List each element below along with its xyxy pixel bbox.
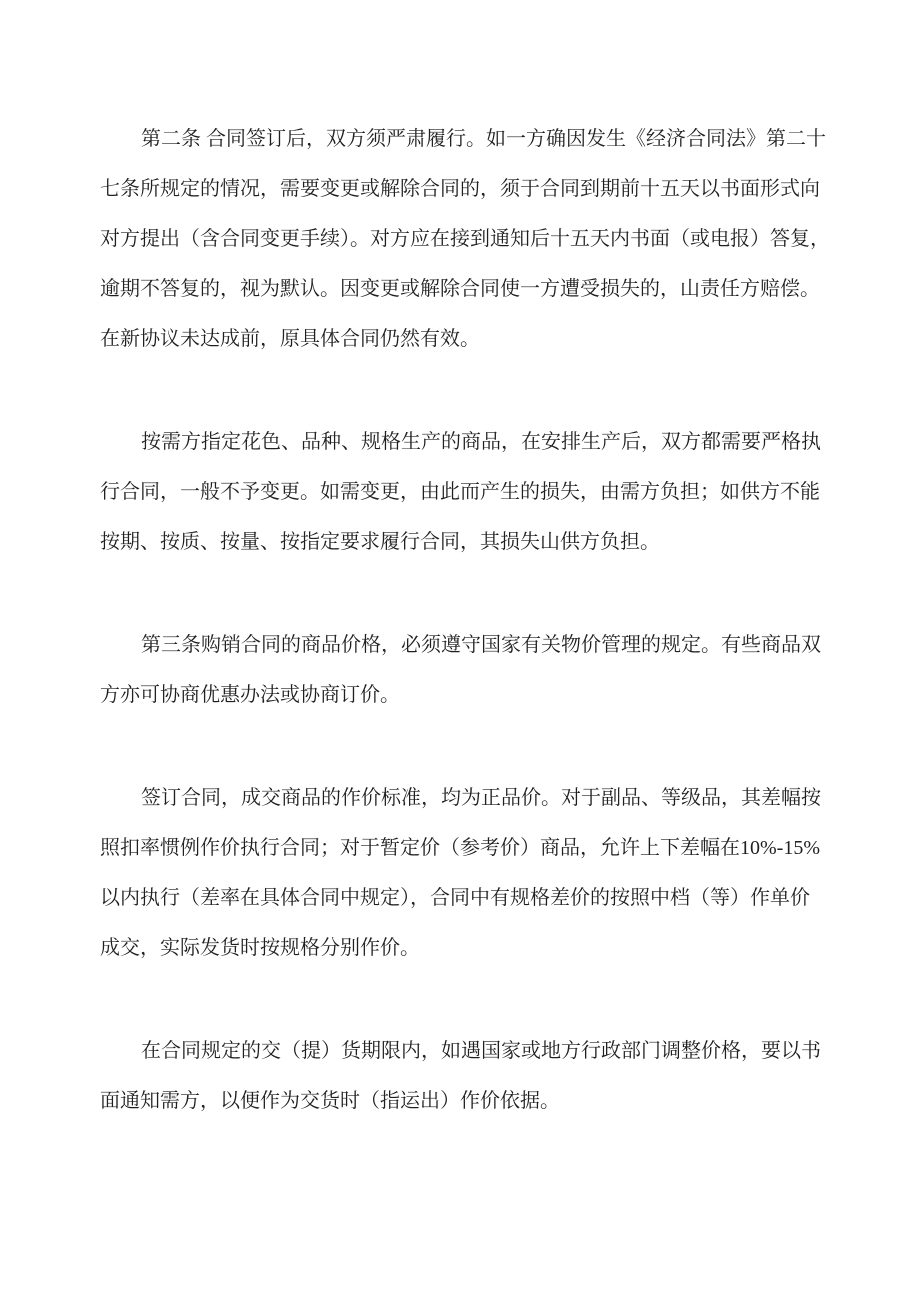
paragraph xyxy=(100,1026,822,1126)
text-line: 面通知需方，以便作为交货时（指运出）作价依据。 xyxy=(100,1090,560,1112)
text-line: 在合同规定的交（提）货期限内，如遇国家或地方行政部门调整价格，要以书 xyxy=(141,1040,821,1062)
text-line: 第二条 合同签订后，双方须严肃履行。如一方确因发生《经济合同法》第二十 xyxy=(141,128,826,150)
text-line: 方亦可协商优惠办法或协商订价。 xyxy=(100,684,400,706)
paragraph xyxy=(100,773,822,973)
document-body xyxy=(100,114,830,1126)
paragraph xyxy=(100,620,822,720)
text-line: 在新协议未达成前，原具体合同仍然有效。 xyxy=(100,328,480,350)
text-line: 以内执行（差率在具体合同中规定），合同中有规格差价的按照中档（等）作单价 xyxy=(100,887,810,909)
paragraph xyxy=(100,417,822,567)
text-line: 逾期不答复的，视为默认。因变更或解除合同使一方遭受损失的，山责任方赔偿。 xyxy=(100,278,820,300)
text-line: 按需方指定花色、品种、规格生产的商品，在安排生产后，双方都需要严格执 xyxy=(141,431,821,453)
text-line: 第三条购销合同的商品价格，必须遵守国家有关物价管理的规定。有些商品双 xyxy=(141,634,821,656)
text-line: 行合同，一般不予变更。如需变更，由此而产生的损失，由需方负担；如供方不能 xyxy=(100,481,820,503)
paragraph xyxy=(100,114,830,364)
text-line: 成交，实际发货时按规格分别作价。 xyxy=(100,937,420,959)
text-line: 对方提出（含合同变更手续）。对方应在接到通知后十五天内书面（或电报）答复， xyxy=(100,228,830,250)
text-line: 签订合同，成交商品的作价标准，均为正品价。对于副品、等级品，其差幅按 xyxy=(141,787,821,809)
text-line: 按期、按质、按量、按指定要求履行合同，其损失山供方负担。 xyxy=(100,531,660,553)
text-line: 七条所规定的情况，需要变更或解除合同的，须于合同到期前十五天以书面形式向 xyxy=(100,178,820,200)
text-line: 照扣率惯例作价执行合同；对于暂定价（参考价）商品，允许上下差幅在10%-15% xyxy=(100,837,820,859)
